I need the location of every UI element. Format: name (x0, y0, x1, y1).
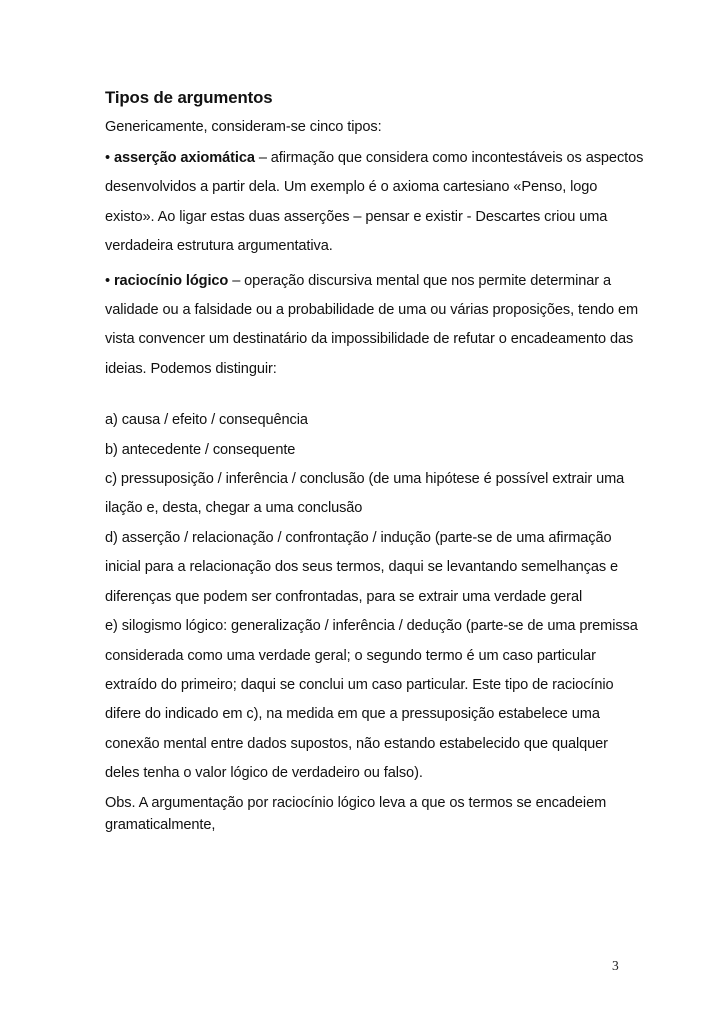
document-body (105, 86, 645, 836)
list-item-a: a) causa / efeito / consequência (105, 412, 308, 429)
intro-paragraph: Genericamente, consideram-se cinco tipos: (105, 119, 382, 135)
bullet-term: raciocínio lógico (113, 272, 229, 289)
list-item-e: e) silogismo lógico: generalização / inferência / dedução (parte-se de uma premissa considerada como uma verdade geral; o segundo termo é um caso particular extraído do primeiro; daqui se conclui um caso particular. Este tipo de raciocínio difere do indicado em c), na medida em que a pressuposição estabelece uma conexão mental entre dados supostos, não estando estabelecido que qualquer deles tenha o valor lógico de verdadeiro ou falso). (105, 618, 638, 782)
section-title: Tipos de argumentos (105, 88, 273, 107)
page-number: 3 (612, 958, 619, 973)
bullet-raciocinio-logico (105, 267, 645, 385)
observation-note: Obs. A argumentação por raciocínio lógico leva a que os termos se encadeiem gramaticalmente, (105, 794, 607, 833)
list-item-c: c) pressuposição / inferência / conclusão (de uma hipótese é possível extrair uma ilação e, desta, chegar a uma conclusão (105, 471, 625, 517)
list-item-d: d) asserção / relacionação / confrontação / indução (parte-se de uma afirmação inicial para a relacionação dos seus termos, daqui se levantando semelhanças e diferenças que podem ser confrontadas, para se extrair uma verdade geral (105, 529, 619, 605)
list-item-b: b) antecedente / consequente (105, 441, 296, 458)
bullet-text: – afirmação que considera como incontestáveis os aspectos desenvolvidos a partir dela. Um exemplo é o axioma cartesiano «Penso, logo existo». Ao ligar estas duas asserções – pensar e existir - Descartes criou uma verdadeira estrutura argumentativa. (105, 150, 644, 255)
bullet-marker: • (105, 272, 114, 289)
bullet-assercao-axiomatica (105, 144, 645, 262)
bullet-text: – operação discursiva mental que nos permite determinar a validade ou a falsidade ou a probabilidade de uma ou várias proposições, tendo em vista convencer um destinatário da impossibilidade de refutar o encadeamento das ideias. Podemos distinguir: (105, 272, 639, 377)
argument-type-list (105, 406, 645, 788)
bullet-marker: • (105, 150, 114, 166)
bullet-term: asserção axiomática (113, 150, 255, 166)
